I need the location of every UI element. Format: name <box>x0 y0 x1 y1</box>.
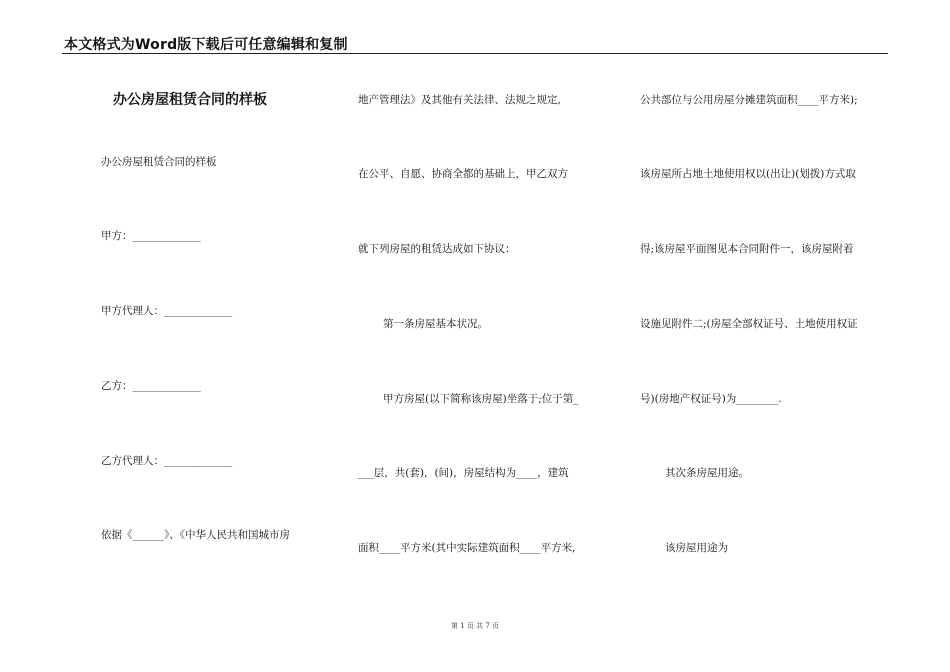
body-line: 甲方代理人：_____________ <box>101 305 233 317</box>
page-header: 本文格式为Word版下载后可任意编辑和复制 <box>64 37 348 53</box>
body-line: ___层，共(套)，(间)，房屋结构为____，建筑 <box>358 467 569 479</box>
body-line: 面积____平方米(其中实际建筑面积____平方米, <box>358 542 576 554</box>
document-title: 办公房屋租赁合同的样板 <box>113 92 267 108</box>
body-line: 乙方代理人：_____________ <box>101 455 233 467</box>
page-footer: 第 1 页 共 7 页 <box>450 622 500 630</box>
section-heading: 第一条房屋基本状况。 <box>383 318 488 330</box>
body-line: 公共部位与公用房屋分摊建筑面积____平方米); <box>640 94 858 106</box>
body-line: 号)(房地产权证号)为________. <box>640 393 782 405</box>
body-line: 就下列房屋的租赁达成如下协议： <box>358 243 516 255</box>
header-rule <box>62 53 888 54</box>
body-line: 依据《______》、《中华人民共和国城市房 <box>101 529 290 541</box>
body-line: 该房屋所占地土地使用权以(出让)(划拨)方式取 <box>640 168 856 180</box>
body-line: 地产管理法》及其他有关法律、法规之规定, <box>358 94 561 106</box>
body-line: 设施见附件二;(房屋全部权证号、土地使用权证 <box>640 318 858 330</box>
body-line: 甲方：_____________ <box>101 230 201 242</box>
body-line: 该房屋用途为 <box>665 542 728 554</box>
body-line: 甲方房屋(以下简称该房屋)坐落于;位于第_ <box>383 393 579 405</box>
body-line: 得;该房屋平面图见本合同附件一，该房屋附着 <box>640 243 854 255</box>
body-line: 在公平、自愿、协商全都的基础上，甲乙双方 <box>358 168 568 180</box>
body-line: 乙方：_____________ <box>101 380 201 392</box>
body-line: 办公房屋租赁合同的样板 <box>101 156 217 168</box>
section-heading: 其次条房屋用途。 <box>665 467 749 479</box>
